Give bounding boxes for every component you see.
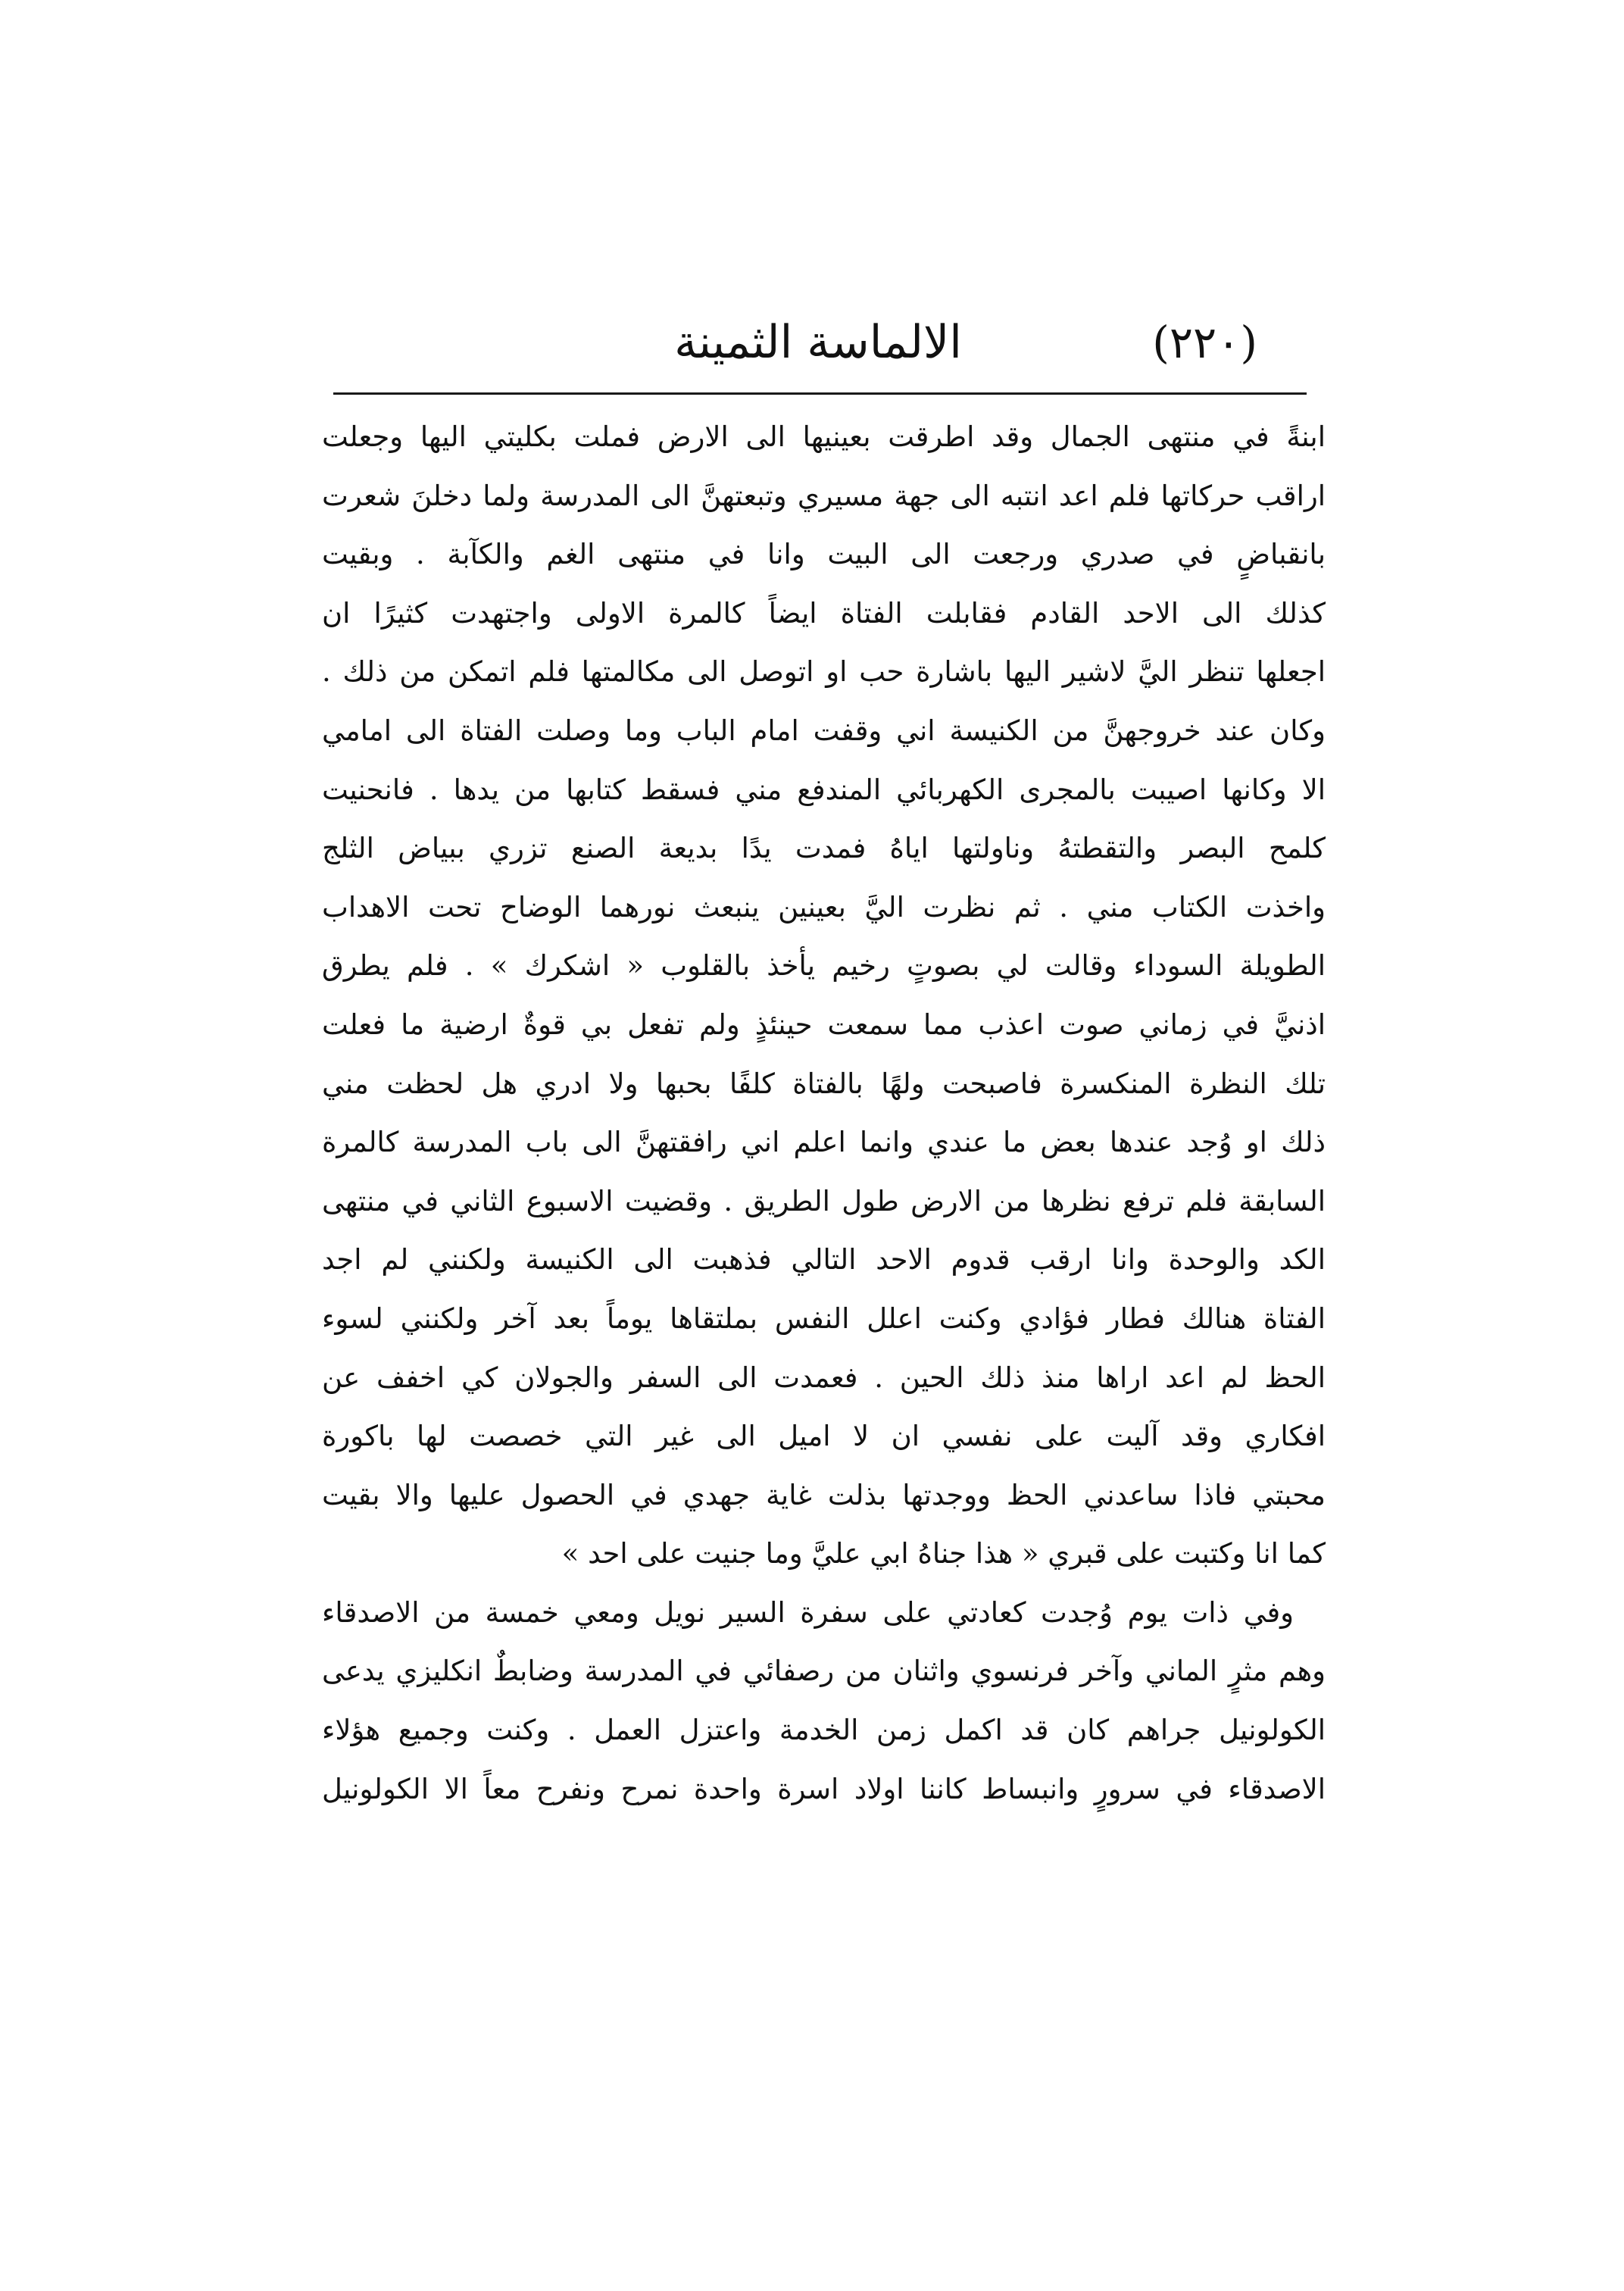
running-title: الالماسة الثمينة xyxy=(674,316,962,369)
text-line-paragraph-start: وفي ذات يوم وُجدت كعادتي على سفرة السير نويل ومعي خمسة من الاصدقاء xyxy=(322,1596,1294,1629)
text-line: الكد والوحدة وانا ارقب قدوم الاحد التالي فذهبت الى الكنيسة ولكنني لم اجد xyxy=(322,1243,1326,1277)
text-line: ابنةً في منتهى الجمال وقد اطرقت بعينيها الى الارض فملت بكليتي اليها وجعلت xyxy=(322,420,1326,453)
text-line: وهم مثرٍ الماني وآخر فرنسوي واثنان من رصفائي في المدرسة وضابطٌ انكليزي يدعى xyxy=(322,1655,1326,1688)
text-line: السابقة فلم ترفع نظرها من الارض طول الطريق . وقضيت الاسبوع الثاني في منتهى xyxy=(322,1184,1326,1217)
text-line: الفتاة هنالك فطار فؤادي وكنت اعلل النفس بملتقاها يوماً بعد آخر ولكنني لسوء xyxy=(322,1302,1326,1335)
text-line: افكاري وقد آليت على نفسي ان لا اميل الى غير التي خصصت لها باكورة xyxy=(322,1420,1326,1453)
text-line: ذلك او وُجد عندها بعض ما عندي وانما اعلم اني رافقتهنَّ الى باب المدرسة كالمرة xyxy=(322,1126,1326,1159)
text-line: اجعلها تنظر اليَّ لاشير اليها باشارة حب او اتوصل الى مكالمتها فلم اتمكن من ذلك . xyxy=(322,655,1326,689)
text-line: الطويلة السوداء وقالت لي بصوتٍ رخيم يأخذ بالقلوب « اشكرك » . فلم يطرق xyxy=(322,949,1326,983)
text-line: واخذت الكتاب مني . ثم نظرت اليَّ بعينين ينبعث نورهما الوضاح تحت الاهداب xyxy=(322,890,1326,924)
page-header xyxy=(333,303,1303,386)
text-line: اراقب حركاتها فلم اعد انتبه الى جهة مسيري وتبعتهنَّ الى المدرسة ولما دخلنَ شعرت xyxy=(322,479,1326,512)
text-line: وكان عند خروجهنَّ من الكنيسة اني وقفت امام الباب وما وصلت الفتاة الى امامي xyxy=(322,714,1326,747)
text-line: بانقباضٍ في صدري ورجعت الى البيت وانا في منتهى الغم والكآبة . وبقيت xyxy=(322,538,1326,571)
text-line: محبتي فاذا ساعدني الحظ ووجدتها بذلت غاية جهدي في الحصول عليها والا بقيت xyxy=(322,1478,1326,1511)
text-line: اذنيَّ في زماني صوت اعذب مما سمعت حينئذٍ ولم تفعل بي قوةٌ ارضية ما فعلت xyxy=(322,1008,1326,1041)
page-number: (٢٢٠) xyxy=(1152,317,1257,368)
text-line-paragraph-end: كما انا وكتبت على قبري « هذا جناهُ ابي عليَّ وما جنيت على احد » xyxy=(561,1537,1326,1571)
text-line: كلمح البصر والتقطتهُ وناولتها اياهُ فمدت يدًا بديعة الصنع تزري ببياض الثلج xyxy=(322,832,1326,865)
body-text xyxy=(322,408,1326,1818)
text-line: الكولونيل جراهم كان قد اكمل زمن الخدمة واعتزل العمل . وكنت وجميع هؤلاء xyxy=(322,1714,1326,1747)
header-rule xyxy=(333,392,1307,395)
text-line: الحظ لم اعد اراها منذ ذلك الحين . فعمدت الى السفر والجولان كي اخفف عن xyxy=(322,1361,1326,1394)
text-line: الاصدقاء في سرورٍ وانبساط كاننا اولاد اسرة واحدة نمرح ونفرح معاً الا الكولونيل xyxy=(322,1772,1326,1805)
text-line: كذلك الى الاحد القادم فقابلت الفتاة ايضاً كالمرة الاولى واجتهدت كثيرًا ان xyxy=(322,596,1326,630)
text-line: تلك النظرة المنكسرة فاصبحت ولهًا بالفتاة كلفًا بحبها ولا ادري هل لحظت مني xyxy=(322,1067,1326,1100)
text-line: الا وكانها اصيبت بالمجرى الكهربائي المندفع مني فسقط كتابها من يدها . فانحنيت xyxy=(322,773,1326,806)
